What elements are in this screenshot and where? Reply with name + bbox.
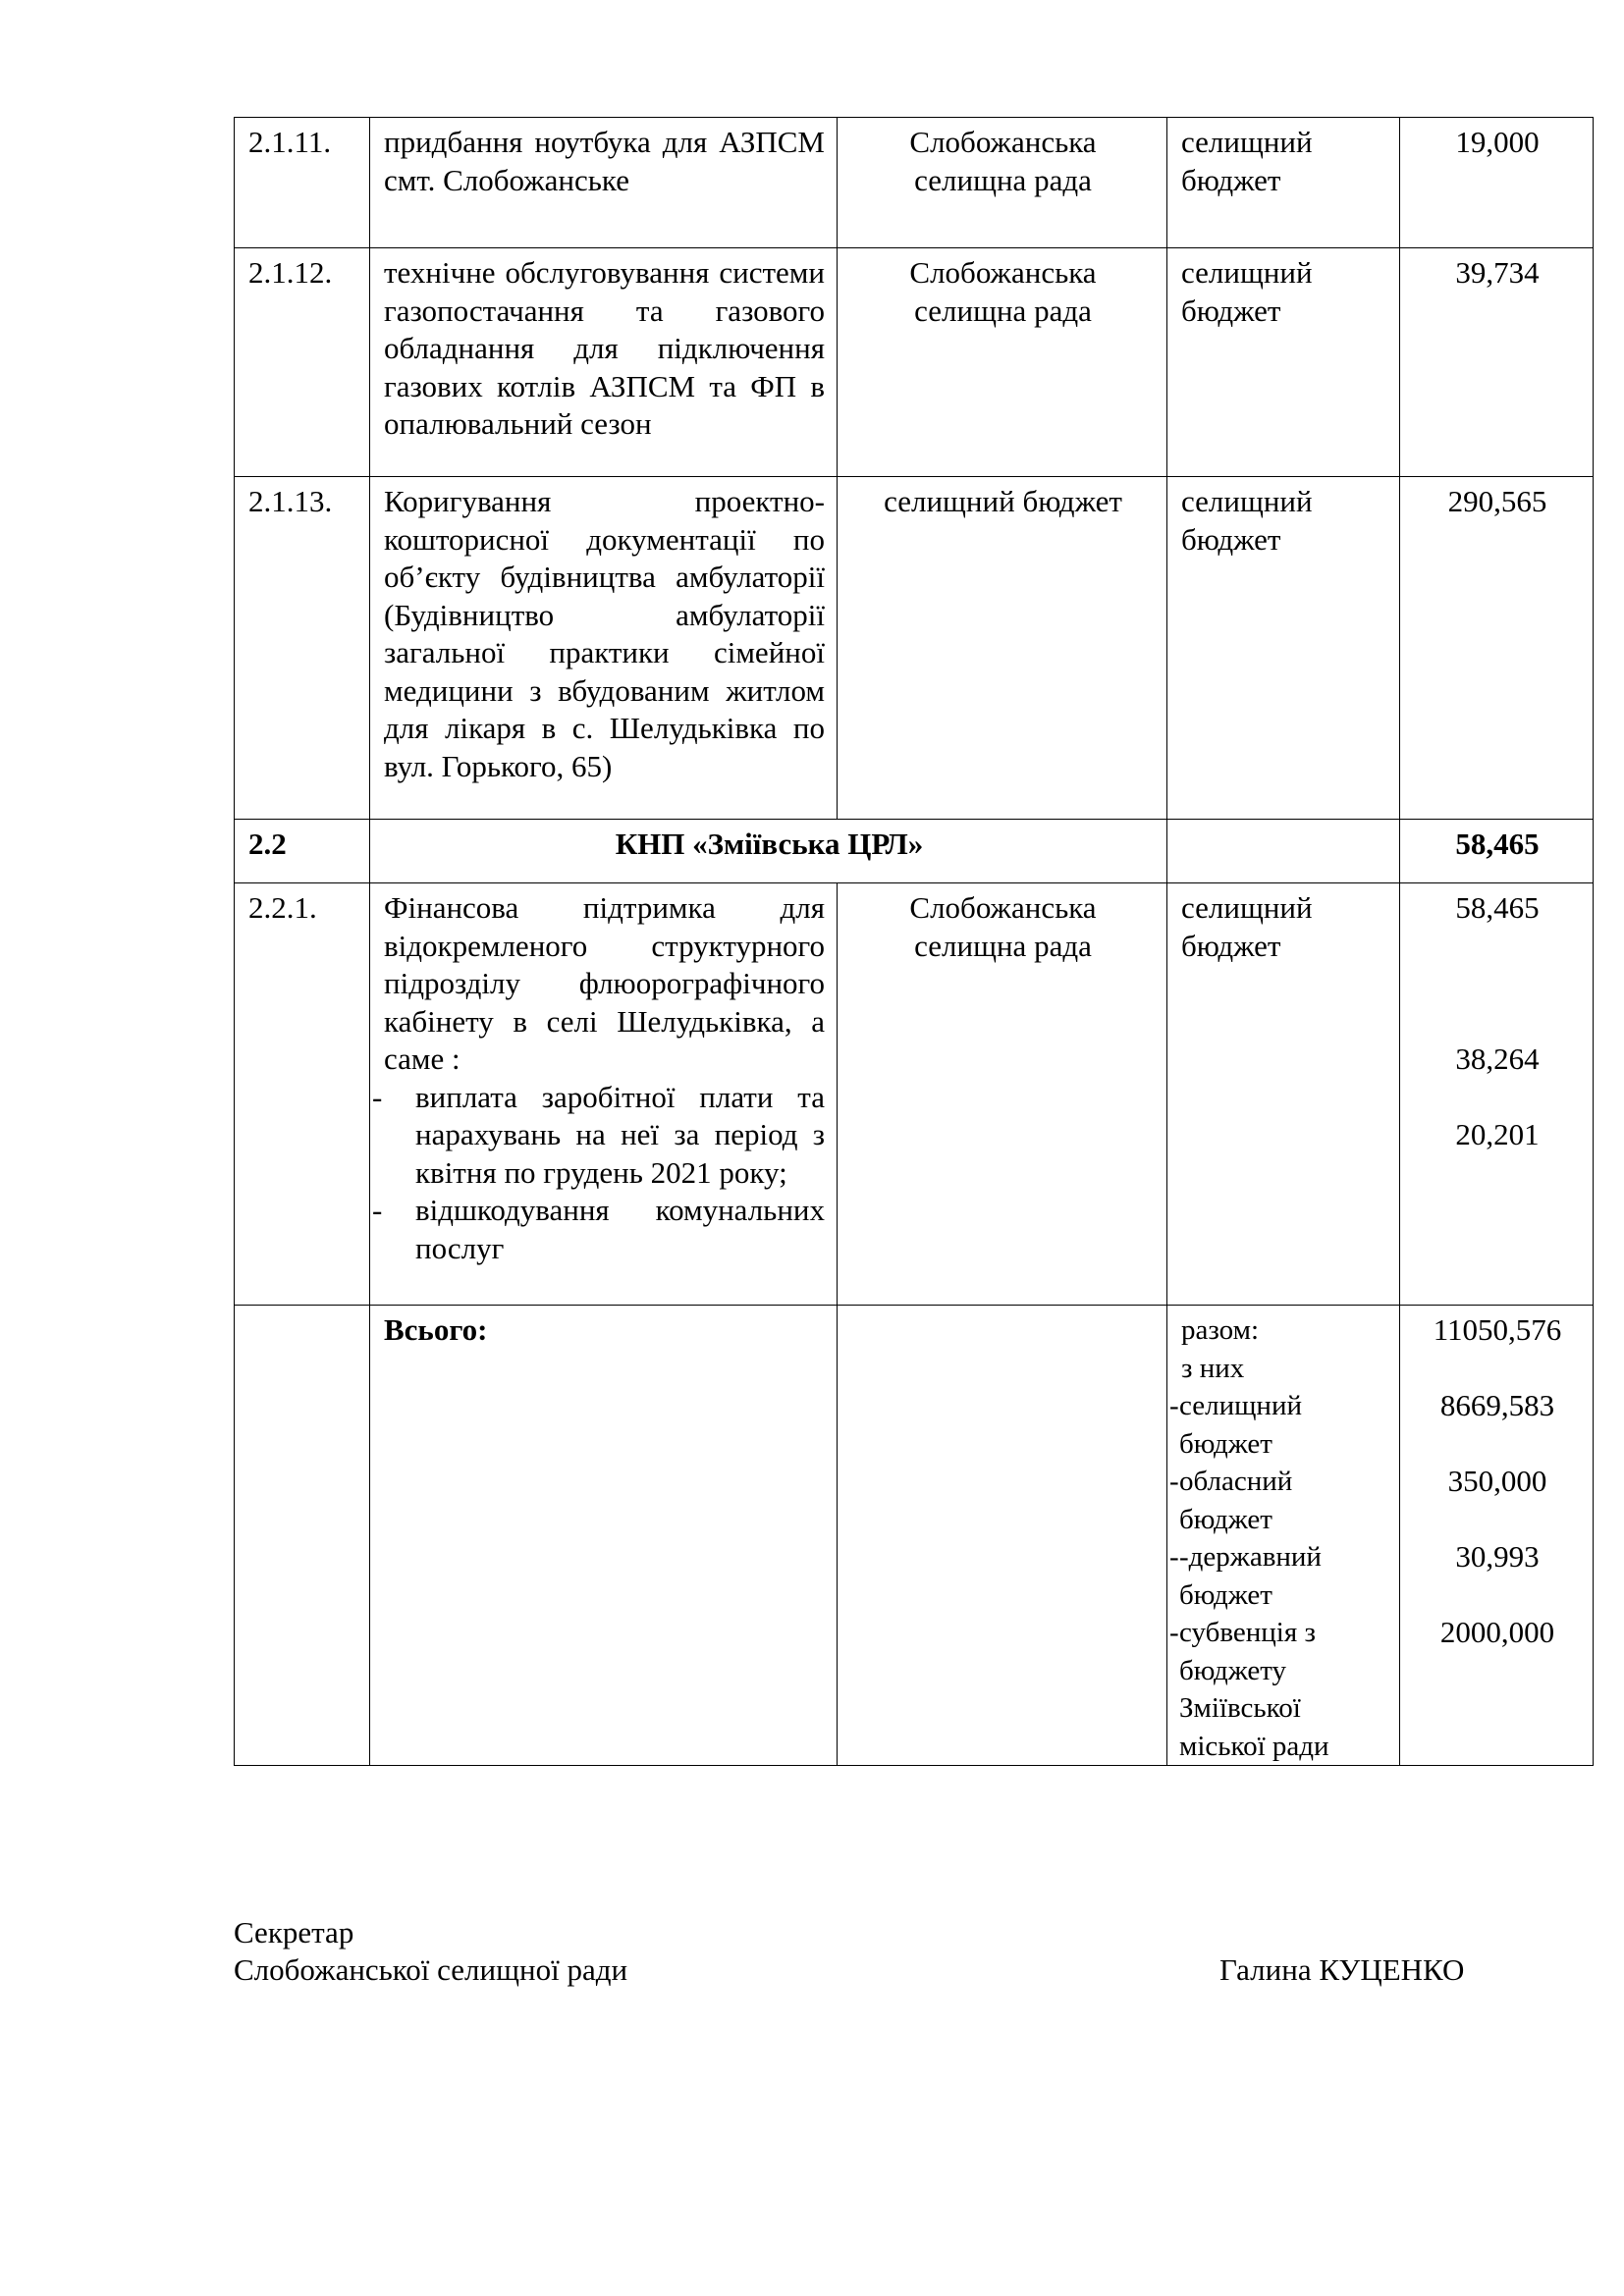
row-executor: Слобожанська селищна рада — [838, 883, 1167, 1306]
row-description-text: Фінансова підтримка для відокремленого структурного підрозділу флюорографічного кабінету в селі Шелудьківка, а саме : — [384, 890, 825, 1076]
total-z-nykh: з них — [1181, 1352, 1245, 1384]
row-funding-source: селищний бюджет — [1167, 248, 1400, 477]
row-funding-source: селищний бюджет — [1167, 118, 1400, 248]
source-name: субвенція з бюджету Зміївської міської ради — [1179, 1617, 1329, 1762]
total-empty-cell — [235, 1306, 370, 1766]
bullet-text: відшкодування комунальних послуг — [415, 1193, 825, 1265]
table-row — [235, 248, 1594, 477]
source-dash: - — [1169, 1466, 1179, 1497]
total-amount-subvention: 2000,000 — [1439, 1615, 1555, 1649]
section-title: КНП «Зміївська ЦРЛ» — [370, 820, 1167, 883]
total-row — [235, 1306, 1594, 1766]
bullet-item — [372, 1192, 825, 1267]
source-dash: - — [1169, 1541, 1179, 1573]
source-name: -державний бюджет — [1179, 1541, 1322, 1611]
source-item — [1169, 1387, 1387, 1463]
row-number: 2.2.1. — [235, 883, 370, 1306]
bullet-text: виплата заробітної плати та нарахувань на неї за період з квітня по грудень 2021 року; — [415, 1079, 825, 1190]
row-description: технічне обслуговування системи газопостачання та газового обладнання для підключення газових котлів АЗПСМ та ФП в опалювальний сезон — [370, 248, 838, 477]
signature-organization: Слобожанської селищної ради — [234, 1952, 628, 1987]
total-amounts — [1400, 1306, 1594, 1766]
source-dash: - — [1169, 1390, 1179, 1421]
table-row — [235, 883, 1594, 1306]
source-name: обласний бюджет — [1179, 1466, 1293, 1535]
signature-title: Секретар — [234, 1915, 354, 1949]
amount-utilities: 20,201 — [1455, 1117, 1540, 1151]
bullet-item — [372, 1079, 825, 1193]
row-number: 2.1.11. — [235, 118, 370, 248]
total-amount-state: 30,993 — [1455, 1539, 1540, 1574]
source-name: селищний бюджет — [1179, 1390, 1302, 1460]
table-row — [235, 477, 1594, 820]
source-item — [1169, 1538, 1387, 1614]
row-funding-source: селищний бюджет — [1167, 883, 1400, 1306]
total-amount-local: 8669,583 — [1439, 1388, 1555, 1422]
row-amount: 39,734 — [1400, 248, 1594, 477]
section-number: 2.2 — [235, 820, 370, 883]
row-amount: 19,000 — [1400, 118, 1594, 248]
section-empty-cell — [1167, 820, 1400, 883]
row-executor: Слобожанська селищна рада — [838, 248, 1167, 477]
row-funding-source: селищний бюджет — [1167, 477, 1400, 820]
section-row — [235, 820, 1594, 883]
total-razom: разом: — [1181, 1314, 1260, 1346]
total-empty-cell — [838, 1306, 1167, 1766]
source-item — [1169, 1463, 1387, 1538]
row-executor: Слобожанська селищна рада — [838, 118, 1167, 248]
total-amount-all: 11050,576 — [1433, 1312, 1562, 1347]
total-amount-regional: 350,000 — [1447, 1464, 1547, 1498]
row-description — [370, 883, 838, 1306]
bullet-dash: - — [372, 1193, 383, 1227]
row-amount: 290,565 — [1400, 477, 1594, 820]
row-number: 2.1.13. — [235, 477, 370, 820]
row-description: придбання ноутбука для АЗПСМ смт. Слобожанське — [370, 118, 838, 248]
total-sources — [1167, 1306, 1400, 1766]
table-row — [235, 118, 1594, 248]
row-number: 2.1.12. — [235, 248, 370, 477]
row-executor: селищний бюджет — [838, 477, 1167, 820]
amount-salary: 38,264 — [1455, 1041, 1540, 1076]
signature-position — [234, 1914, 627, 1989]
amount-total: 58,465 — [1455, 890, 1540, 925]
total-label: Всього: — [370, 1306, 838, 1766]
budget-table — [234, 117, 1594, 1766]
bullet-dash: - — [372, 1079, 383, 1114]
source-dash: - — [1169, 1617, 1179, 1648]
signature-name: Галина КУЦЕНКО — [1219, 1952, 1465, 1987]
row-amounts — [1400, 883, 1594, 1306]
row-description: Коригування проектно-кошторисної документації по об’єкту будівництва амбулаторії (Будівництво амбулаторії загальної практики сімейної медицини з вбудованим житлом для лікаря в с. Шелудьківка по вул. Горького, 65) — [370, 477, 838, 820]
source-item — [1169, 1614, 1387, 1765]
section-amount: 58,465 — [1400, 820, 1594, 883]
